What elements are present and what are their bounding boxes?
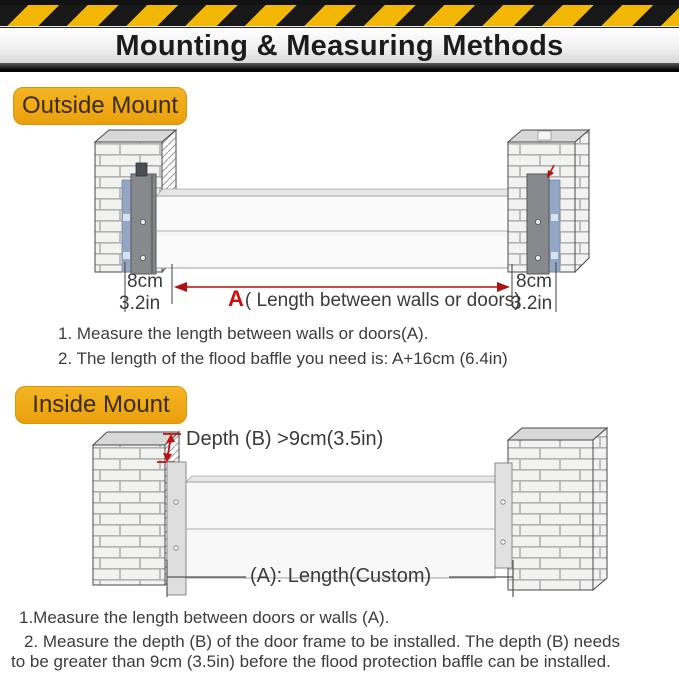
header-bottom-bar [0,63,679,72]
flood-baffle [186,476,501,578]
inside-step-1: 1.Measure the length between doors or walls (A). [19,608,390,627]
screw [501,540,505,544]
screw [140,219,145,224]
left-mounting-bracket [122,163,156,274]
screw [535,219,540,224]
outside-step-1: 1. Measure the length between walls or doors(A). [58,324,429,343]
outside-mount-steps [58,321,508,371]
depth-label: Depth (B) >9cm(3.5in) [186,428,384,450]
inside-step-2: 2. Measure the depth (B) of the door frame to be installed. The depth (B) needs [24,632,620,651]
right-offset-in-label: 3.2in [511,293,553,314]
inside-mount-badge [15,386,187,424]
right-frame-plate [495,463,512,568]
channel-slot [123,252,130,259]
right-mounting-bracket [527,165,560,274]
right-pillar [508,428,607,590]
left-frame-plate [167,462,186,595]
right-offset-cm-label: 8cm [516,271,552,292]
length-letter-a: A [228,286,244,311]
left-offset-cm-label: 8cm [127,271,163,292]
length-caption: ( Length between walls or doors) [244,290,521,311]
screw [174,546,178,550]
screw [140,255,145,260]
bracket-sketch [538,131,551,140]
inside-mount-badge-label: Inside Mount [32,391,170,418]
bracket-clip [136,163,147,176]
screw [501,500,505,504]
inside-step-3: to be greater than 9cm (3.5in) before the flood protection baffle can be installed. [11,652,611,671]
length-custom-label: (A): Length(Custom) [250,565,432,587]
title-banner [0,27,679,64]
outside-mount-badge-label: Outside Mount [21,92,179,119]
channel-slot [551,252,558,259]
hazard-stripes [0,5,679,28]
screw [535,255,540,260]
channel-slot [551,214,558,221]
outside-mount-diagram [0,110,679,315]
length-between-walls-label [228,288,521,310]
channel-slot [123,214,130,221]
outside-step-2: 2. The length of the flood baffle you need is: A+16cm (6.4in) [58,349,508,368]
screw [174,500,178,504]
flood-baffle [156,189,534,268]
left-offset-in-label: 3.2in [119,293,161,314]
page-title: Mounting & Measuring Methods [115,29,564,62]
